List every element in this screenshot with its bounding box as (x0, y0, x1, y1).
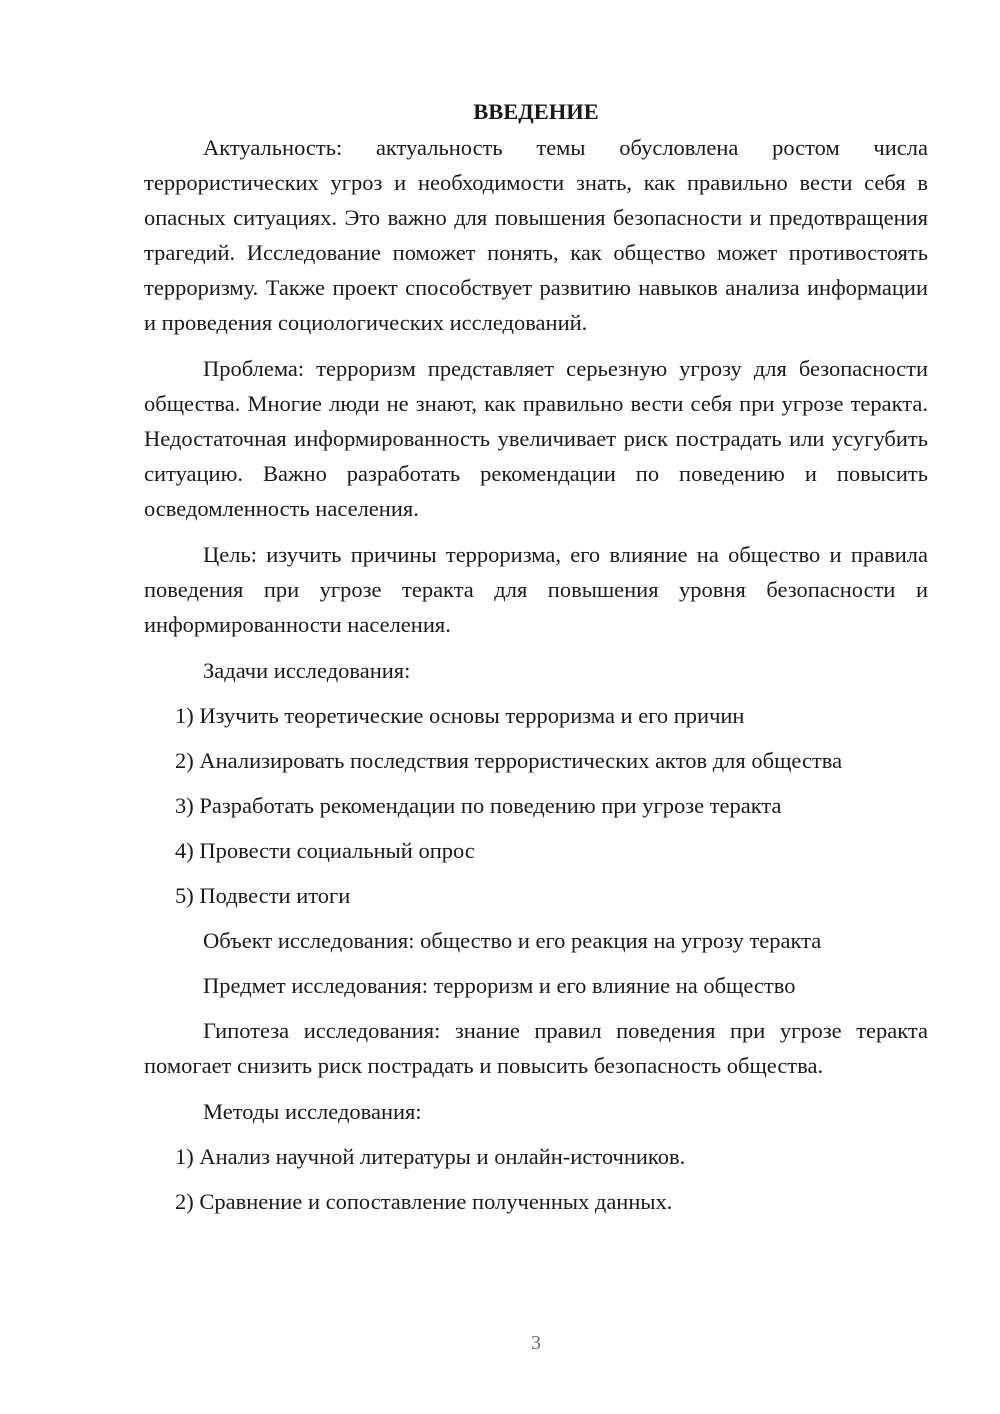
method-item-2: 2) Сравнение и сопоставление полученных данных. (175, 1189, 673, 1214)
task-item-3: 3) Разработать рекомендации по поведению при угрозе теракта (175, 793, 782, 818)
task-item-4: 4) Провести социальный опрос (175, 838, 475, 863)
methods-heading: Методы исследования: (203, 1099, 422, 1124)
task-item-5: 5) Подвести итоги (175, 883, 351, 908)
task-item-2: 2) Анализировать последствия террористических актов для общества (175, 748, 843, 773)
hypothesis-paragraph: Гипотеза исследования: знание правил поведения при угрозе теракта помогает снизить риск пострадать и повысить безопасность общества. (144, 1018, 928, 1078)
page-number: 3 (531, 1332, 541, 1354)
research-object: Объект исследования: общество и его реакция на угрозу теракта (203, 928, 822, 953)
relevance-paragraph: Актуальность: актуальность темы обусловлена ростом числа террористических угроз и необходимости знать, как правильно вести себя в опасных ситуациях. Это важно для повышения безопасности и предотвращения трагедий. Исследование поможет понять, как общество может противостоять терроризму. Также проект способствует развитию навыков анализа информации и проведения социологических исследований. (144, 135, 928, 335)
page-title: ВВЕДЕНИЕ (473, 99, 599, 124)
task-item-1: 1) Изучить теоретические основы терроризма и его причин (175, 703, 745, 728)
method-item-1: 1) Анализ научной литературы и онлайн-источников. (175, 1144, 686, 1169)
problem-paragraph: Проблема: терроризм представляет серьезную угрозу для безопасности общества. Многие люди не знают, как правильно вести себя при угрозе теракта. Недостаточная информированность увеличивает риск пострадать или усугубить ситуацию. Важно разработать рекомендации по поведению и повысить осведомленность населения. (144, 356, 928, 521)
research-subject: Предмет исследования: терроризм и его влияние на общество (203, 973, 796, 998)
tasks-heading: Задачи исследования: (203, 658, 411, 683)
goal-paragraph: Цель: изучить причины терроризма, его влияние на общество и правила поведения при угрозе теракта для повышения уровня безопасности и информированности населения. (144, 542, 928, 637)
document-page (144, 94, 928, 1229)
